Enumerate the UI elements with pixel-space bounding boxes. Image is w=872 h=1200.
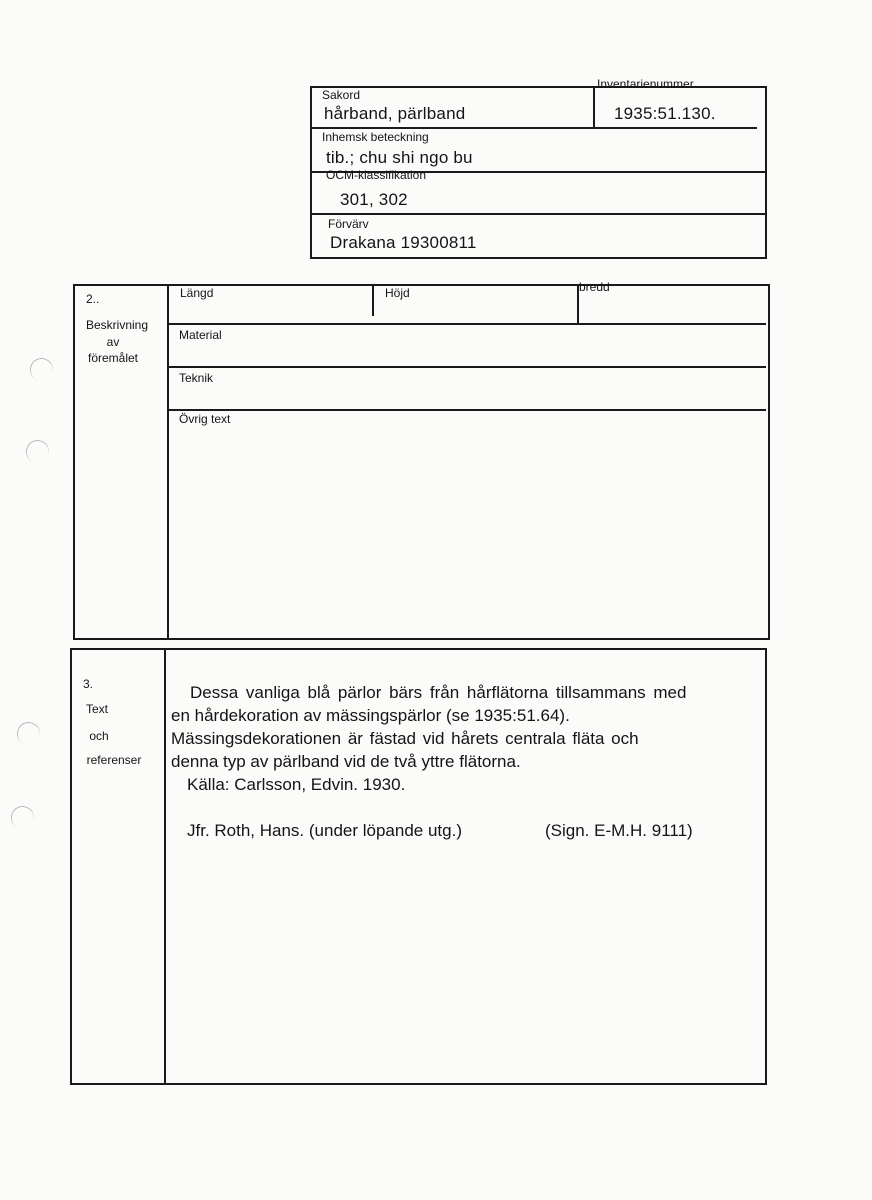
section2-side-title-1: Beskrivning <box>85 318 149 332</box>
header-divider-vertical <box>593 86 595 127</box>
inventarienummer-label: Inventarienummer <box>597 77 694 91</box>
description-line-2: en hårdekoration av mässingspärlor (se 1935:51.64). <box>171 706 570 725</box>
header-row-line-1 <box>310 127 757 129</box>
material-label: Material <box>179 328 222 342</box>
section2-line-1 <box>167 323 766 325</box>
sakord-label: Sakord <box>322 88 361 102</box>
punch-hole-4 <box>8 803 37 832</box>
punch-hole-2 <box>23 437 52 466</box>
signature: (Sign. E-M.H. 9111) <box>545 821 693 840</box>
langd-hojd-divider <box>372 284 374 316</box>
reference-line: Jfr. Roth, Hans. (under löpande utg.) <box>187 821 462 840</box>
section2-side-title-2: av <box>106 335 120 349</box>
teknik-label: Teknik <box>179 371 214 385</box>
section3-side-divider <box>164 648 166 1085</box>
section2-line-2 <box>167 366 766 368</box>
inventarienummer-value: 1935:51.130. <box>614 104 716 123</box>
source-line: Källa: Carlsson, Edvin. 1930. <box>187 775 406 794</box>
forvarv-value: Drakana 19300811 <box>330 233 477 252</box>
ocm-label: OCM-klassifikation <box>326 168 427 182</box>
ovrig-text-label: Övrig text <box>179 412 231 426</box>
description-line-4: denna typ av pärlband vid de två yttre flätorna. <box>171 752 521 771</box>
sakord-value: hårband, pärlband <box>324 104 466 123</box>
inhemsk-value: tib.; chu shi ngo bu <box>326 148 473 167</box>
bredd-label: bredd <box>579 280 610 294</box>
section2-box <box>73 284 770 640</box>
punch-hole-1 <box>27 355 56 384</box>
section2-side-divider <box>167 284 169 640</box>
punch-hole-3 <box>14 719 43 748</box>
header-row-line-3 <box>310 213 767 215</box>
section3-side-title-2: och <box>89 729 109 743</box>
ocm-value: 301, 302 <box>340 190 408 209</box>
langd-label: Längd <box>180 286 214 300</box>
description-line-3: Mässingsdekorationen är fästad vid hårets centrala fläta och <box>171 729 639 748</box>
description-line-1: Dessa vanliga blå pärlor bärs från hårflätorna tillsammans med <box>190 683 687 702</box>
forvarv-label: Förvärv <box>328 217 369 231</box>
section2-line-3 <box>167 409 766 411</box>
section3-side-title-1: Text <box>85 702 108 716</box>
section2-side-title-3: föremålet <box>87 351 139 365</box>
hojd-label: Höjd <box>385 286 410 300</box>
inhemsk-label: Inhemsk beteckning <box>322 130 429 144</box>
section2-number: 2.. <box>86 292 100 306</box>
section3-side-title-3: referenser <box>86 753 142 767</box>
section3-number: 3. <box>83 677 94 691</box>
